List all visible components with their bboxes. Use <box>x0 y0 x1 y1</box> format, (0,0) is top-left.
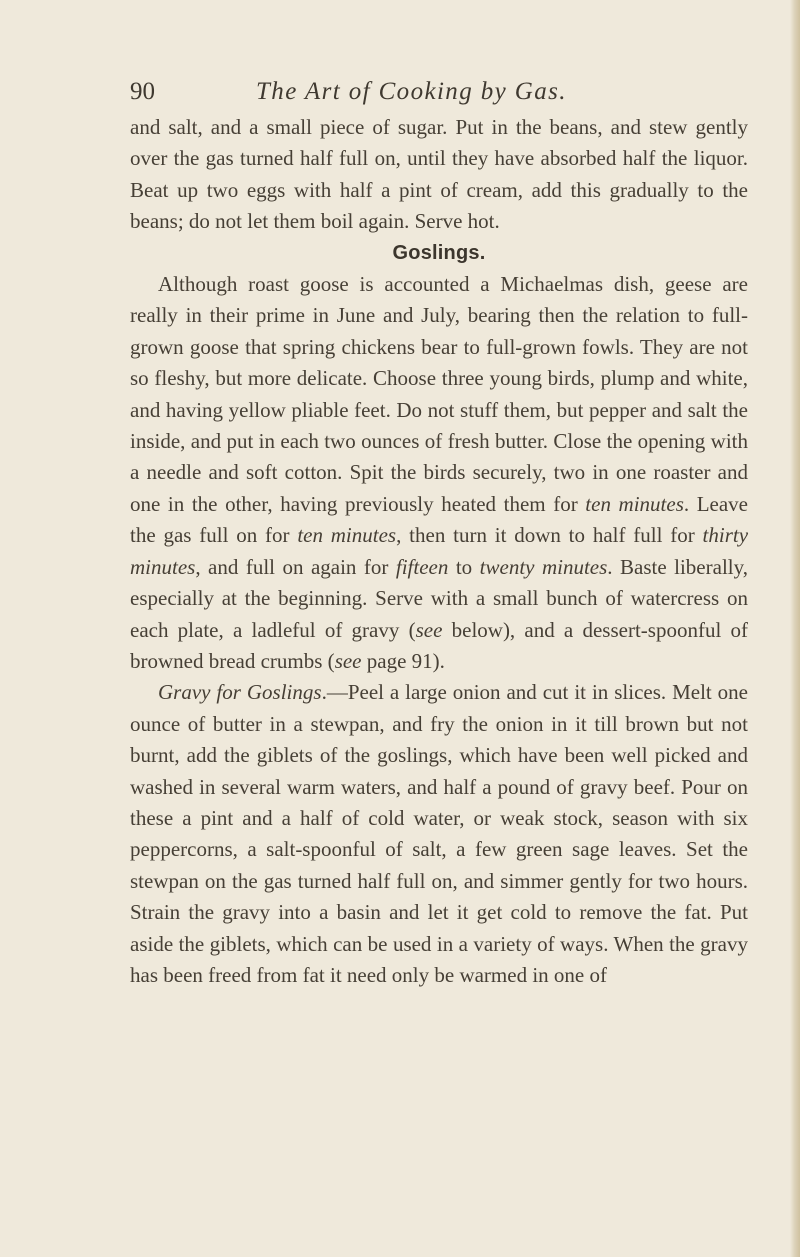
subheading-gravy-for-goslings: Gravy for Goslings <box>158 680 322 705</box>
emphasis-time: thirty minutes <box>130 523 749 579</box>
running-title: The Art of Cooking by Gas. <box>256 78 567 105</box>
text-run: .—Peel a large onion and cut it in slices. Melt one ounce of butter in a stewpan, and fry the onion in it till brown but not burnt, add the giblets of the goslings, which have been well picked and washed in several warm waters, and half a pound of gravy beef. Pour on these a pint and a half of cold water, or weak stock, season with six peppercorns, a salt-spoonful of salt, a few green sage leaves. Set the stewpan on the gas turned half full on, and simmer gently for two hours. Strain the gravy into a basin and let it get cold to remove the fat. Put aside the giblets, which can be used in a variety of ways. When the gravy has been freed from fat it need only be warmed in one of <box>130 680 748 987</box>
emphasis-time: fifteen <box>395 554 449 579</box>
text-run: . Leave the gas full on for <box>130 491 749 548</box>
text-run: page 91). <box>361 648 445 673</box>
text-run: . Baste liberally, especially at the beginning. Serve with a small bunch of watercress on each plate, a ladleful of gravy ( <box>130 554 748 642</box>
text-run: Although roast goose is accounted a Michaelmas dish, geese are really in their prime in June and July, bearing then the relation to full-grown goose that spring chickens bear to full-grown fowls. They are not so fleshy, but more delicate. Choose three young birds, plump and white, and having yellow pliable feet. Do not stuff them, but pepper and salt the inside, and put in each two ounces of fresh butter. Close the opening with a needle and soft cotton. Spit the birds securely, two in one roaster and one in the other, having previously heated them for <box>130 272 748 516</box>
page-edge-shadow <box>790 0 800 1257</box>
text-run: , then turn it down to half full for <box>396 523 703 548</box>
emphasis-time: ten minutes <box>297 523 397 548</box>
section-heading-goslings: Goslings. <box>392 241 486 264</box>
text-run: below), and a dessert-spoonful of browned bread crumbs ( <box>130 617 748 673</box>
emphasis-time: twenty minutes <box>479 554 608 579</box>
running-head <box>130 74 760 110</box>
body-text <box>130 112 748 991</box>
page-number: 90 <box>130 78 155 105</box>
text-run: , and full on again for <box>195 554 396 579</box>
emphasis-see: see <box>334 648 362 673</box>
text-run: to <box>448 554 480 579</box>
paragraph-gravy <box>130 677 748 991</box>
emphasis-time: ten minutes <box>585 491 684 516</box>
paragraph-goslings <box>130 269 748 677</box>
emphasis-see: see <box>415 617 443 642</box>
paragraph-beans-continuation: and salt, and a small piece of sugar. Put in the beans, and stew gently over the gas turned half full on, until they have absorbed half the liquor. Beat up two eggs with half a pint of cream, add this gradually to the beans; do not let them boil again. Serve hot. <box>130 115 748 234</box>
